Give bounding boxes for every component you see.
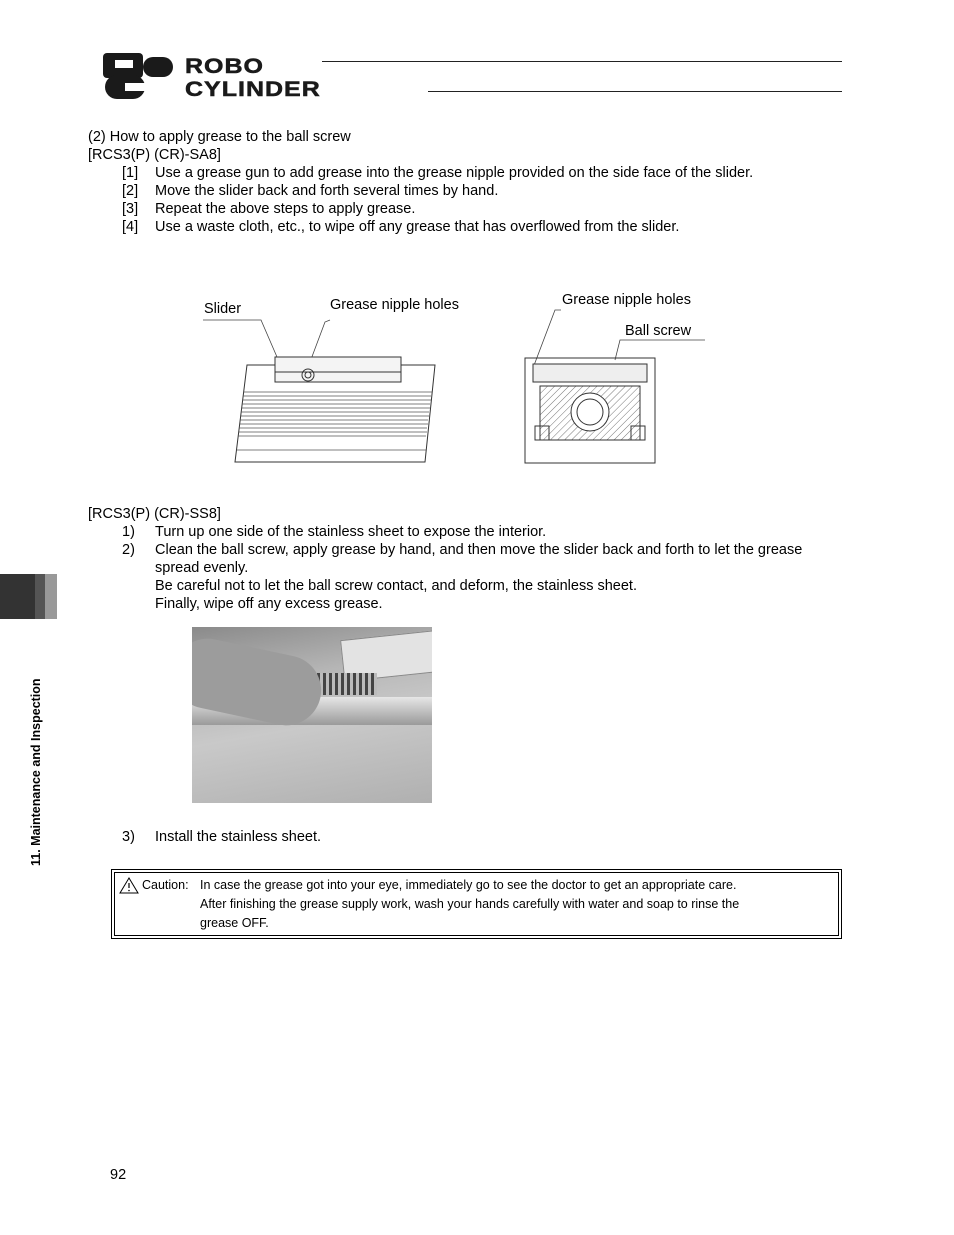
step-text: Use a waste cloth, etc., to wipe off any grease that has overflowed from the slider. <box>155 219 680 235</box>
step-num: [4] <box>122 219 139 235</box>
step-num: 1) <box>122 524 135 540</box>
step-num: [1] <box>122 165 139 181</box>
page-number: 92 <box>110 1167 127 1183</box>
step-text-line: Be careful not to let the ball screw contact, and deform, the stainless sheet. <box>155 578 637 594</box>
caution-label: Caution: <box>142 878 189 892</box>
rc-logo-icon <box>101 51 181 103</box>
model-sa8: [RCS3(P) (CR)-SA8] <box>88 147 221 163</box>
grease-application-photo <box>192 627 432 803</box>
step-text: Move the slider back and forth several times by hand. <box>155 183 499 199</box>
label-ball-screw: Ball screw <box>625 323 692 339</box>
caution-line: After finishing the grease supply work, wash your hands carefully with water and soap to rinse the <box>200 897 740 911</box>
step-text: Turn up one side of the stainless sheet to expose the interior. <box>155 524 547 540</box>
side-tab-light <box>45 574 57 619</box>
step-text-line: Finally, wipe off any excess grease. <box>155 596 383 612</box>
side-tab-mid <box>35 574 45 619</box>
step-num: 2) <box>122 542 135 558</box>
section-title: (2) How to apply grease to the ball screw <box>88 129 351 145</box>
label-slider: Slider <box>204 301 242 317</box>
slider-diagram-svg <box>195 300 725 470</box>
step-num: [2] <box>122 183 139 199</box>
photo-ball-screw <box>317 673 377 695</box>
step-num: 3) <box>122 829 135 845</box>
step-text: Repeat the above steps to apply grease. <box>155 201 416 217</box>
caution-line: grease OFF. <box>200 916 269 930</box>
label-grease-nipple-right: Grease nipple holes <box>562 292 691 308</box>
step-text: Install the stainless sheet. <box>155 829 322 845</box>
step-text-line: spread evenly. <box>155 560 249 576</box>
label-grease-nipple-left: Grease nipple holes <box>330 297 459 313</box>
model-ss8: [RCS3(P) (CR)-SS8] <box>88 506 221 522</box>
side-tab-dark <box>0 574 35 619</box>
header-rule-top <box>322 61 842 62</box>
step-text: Use a grease gun to add grease into the grease nipple provided on the side face of the slider. <box>155 165 754 181</box>
caution-line: In case the grease got into your eye, immediately go to see the doctor to get an appropriate care. <box>200 878 737 892</box>
step-text-line: Clean the ball screw, apply grease by hand, and then move the slider back and forth to let the grease <box>155 542 803 558</box>
logo-text-cylinder: CYLINDER <box>185 77 321 102</box>
caution-box <box>111 869 842 939</box>
logo-text-robo: ROBO <box>185 54 264 79</box>
chapter-label: 11. Maintenance and Inspection <box>29 678 43 866</box>
warning-triangle-icon <box>119 877 139 894</box>
step-num: [3] <box>122 201 139 217</box>
header-rule-bottom <box>428 91 842 92</box>
